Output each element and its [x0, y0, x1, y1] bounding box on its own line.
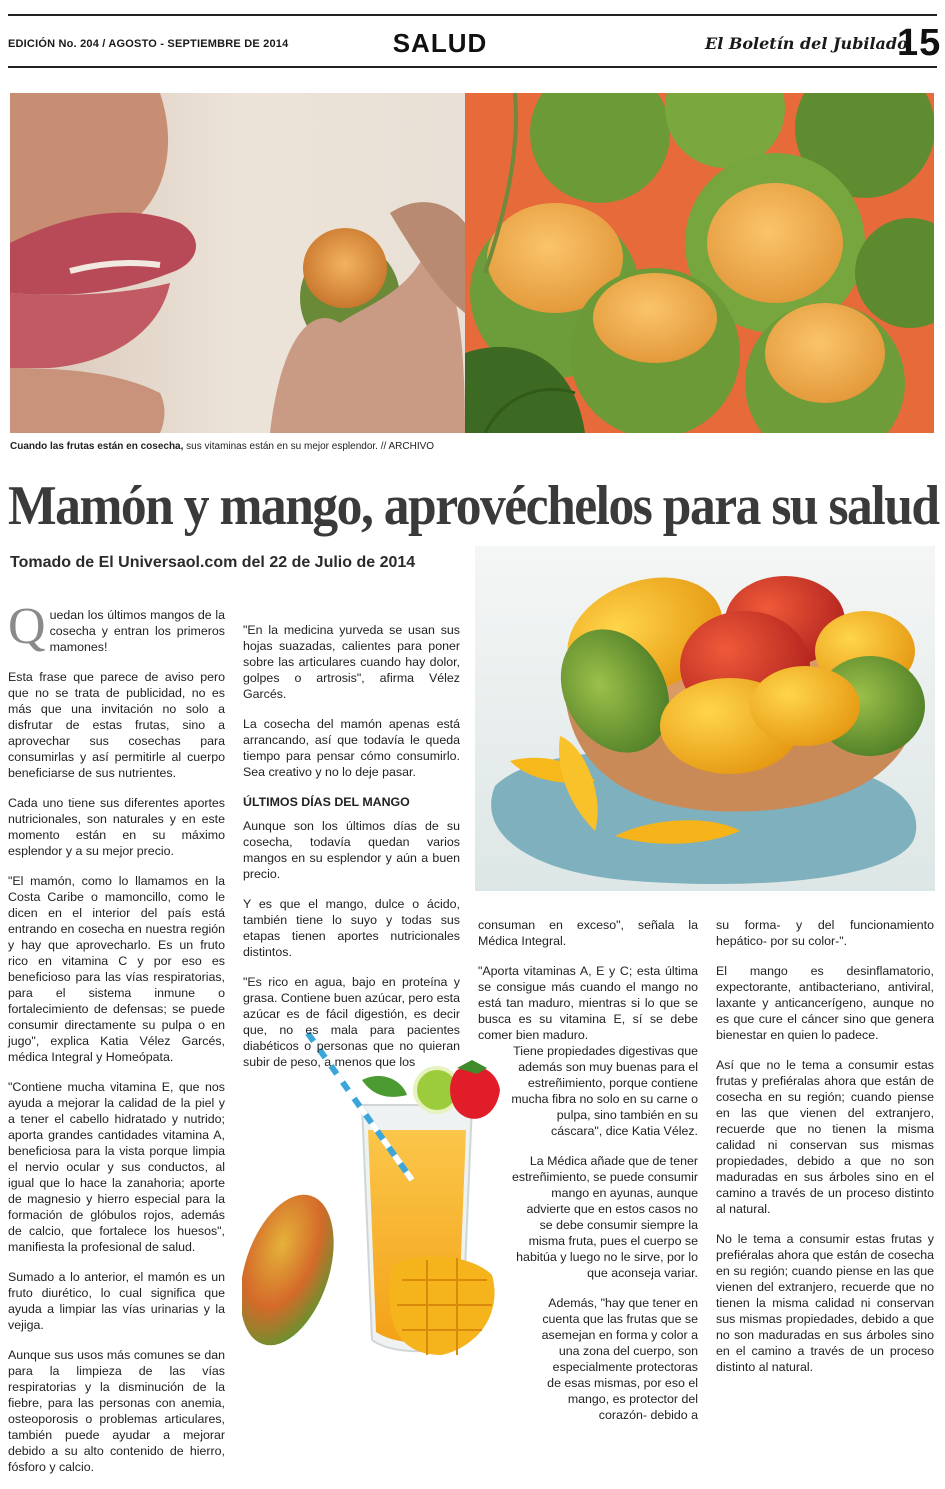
caption-bold: Cuando las frutas están en cosecha, — [10, 441, 184, 452]
paragraph: Así que no le tema a consumir estas frutas y prefiéralas ahora que están de cosecha en su región; cuando piense en las que vienen del extranjero, recuerde que no tienen la misma calidad ni conservan sus mismas propiedades, debido a que no son maduradas en sus árboles sino en el camino a través de un proceso distinto al natural. — [716, 1058, 934, 1216]
article-column-2 — [243, 622, 460, 1070]
paragraph: "Es rico en agua, bajo en proteína y grasa. Contiene buen azúcar, pero esta azúcar es de fácil digestión, es decir que, no es mala para pacientes diabéticos o personas que no quieran subir de peso, a menos que los — [243, 975, 460, 1069]
paragraph: Y es que el mango, dulce o ácido, también tiene lo suyo y todas sus etapas tienen aportes nutricionales distintos. — [243, 897, 460, 959]
edition-info: EDICIÓN No. 204 / AGOSTO - SEPTIEMBRE DE 2014 — [8, 38, 289, 50]
photo-eating-mamon — [10, 93, 465, 433]
paragraph: El mango es desinflamatorio, expectorante, antibacteriano, antiviral, laxante y anticancerígeno, aunque no es que cure el cáncer sino que genera bienestar en quien lo padece. — [716, 964, 934, 1042]
paragraph: "Contiene mucha vitamina E, que nos ayuda a mejorar la calidad de la piel y a tener el cabello hidratado y nutrido; aporta grandes cantidades vitamina A, beneficiosa para la vista porque limpia el nervio ocular y sus conductos, al igual que lo hace la zanahoria; aporte de magnesio y hierro especial para la formación de glóbulos rojos, además de calcio, que fortalece los huesos", manifiesta la profesional de salud. — [8, 1080, 225, 1254]
paragraph: Tiene propiedades digestivas que además son muy buenas para el estreñimiento, porque contiene mucha fibra no solo en su carne o pulpa, sino también en su cáscara", dice Katia Vélez. — [511, 1044, 698, 1138]
paragraph: su forma- y del funcionamiento hepático- por su color-". — [716, 918, 934, 948]
lead-paragraph: uedan los últimos mangos de la cosecha y entran los primeros mamones! — [49, 608, 225, 654]
paragraph: Cada uno tiene sus diferentes aportes nutricionales, son naturales y en este momento están en su máximo esplendor y a su mejor precio. — [8, 796, 225, 858]
paragraph: "El mamón, como lo llamamos en la Costa Caribe o mamoncillo, como le dicen en el interior del país está entrando en cosecha en nuestra región y hay que aprovecharlo. Es un fruto rico en vitamina C y por eso es beneficioso para las vías respiratorias, para el sistema inmune o fortalecimiento de defensas; se puede consumir directamente su pulpa o en jugo", explica Katia Vélez Garcés, médica Integral y Homeópata. — [8, 874, 225, 1064]
article-source: Tomado de El Universaol.com del 22 de Julio de 2014 — [10, 554, 416, 571]
header-rule — [8, 66, 937, 68]
paragraph: No le tema a consumir estas frutas y prefiéralas ahora que están de cosecha en su región; cuando piense en las que vienen del extranjero, recuerde que no tienen la misma calidad ni conservan sus mismas propiedades, debido a que no son maduradas en sus árboles sino en el camino a través de un proceso distinto al natural. — [716, 1232, 934, 1374]
paragraph: Aunque son los últimos días de su cosecha, todavía quedan varios mangos en su esplendor y aún a buen precio. — [243, 819, 460, 881]
paragraph: Además, "hay que tener en cuenta que las frutas que se asemejan en forma y color a una zona del cuerpo, son especialmente protectoras de esas mismas, por eso el mango, es protector del corazón- debido a — [541, 1296, 698, 1422]
headline: Mamón y mango, aprovéchelos para su salud — [8, 475, 939, 537]
paragraph: "Aporta vitaminas A, E y C; esta última se consigue más cuando el mango no está tan maduro, mientras si lo que se busca es su vitamina E, sí se debe comer bien maduro. — [478, 964, 698, 1042]
photo-mamones — [465, 93, 934, 433]
subheading: ÚLTIMOS DÍAS DEL MANGO — [243, 795, 410, 809]
caption-text: sus vitaminas están en su mejor esplendor. // ARCHIVO — [183, 441, 435, 452]
photo-mango-bowl — [475, 546, 935, 891]
paragraph: "En la medicina yurveda se usan sus hojas suazadas, calientes para poner sobre las articulares cuando hay dolor, golpes o artrosis", afirma Vélez Garcés. — [243, 623, 460, 701]
paragraph: Aunque sus usos más comunes se dan para la limpieza de las vías respiratorias y la disminución de la fiebre, para las personas con anemia, osteoporosis o problemas articulares, también puede ayudar a mejorar debido a su alto contenido de hierro, fósforo y calcio. — [8, 1348, 225, 1474]
article-column-3 — [478, 917, 698, 1423]
newspaper-name: El Boletín del Jubilado — [705, 34, 908, 53]
paragraph: consuman en exceso", señala la Médica Integral. — [478, 918, 698, 948]
top-rule — [8, 14, 937, 16]
article-column-1 — [8, 598, 225, 1489]
paragraph: La Médica añade que de tener estreñimiento, se puede consumir mango en ayunas, aunque advierte que en estos casos no se debe consumir siempre la misma fruta, pues el cuerpo se habitúa y luego no le sirve, por lo que aconseja variar. — [512, 1154, 698, 1280]
paragraph: Esta frase que parece de aviso pero que no se trata de publicidad, no es más que una invitación no solo a disfrutar de estas frutas, sino a aprovechar sus cosechas para consumirlas y así permitirle al cuerpo beneficiarse de sus nutrientes. — [8, 670, 225, 780]
section-title: SALUD — [392, 28, 488, 58]
paragraph: Sumado a lo anterior, el mamón es un fruto diurético, lo cual significa que ayuda a limpiar las vías urinarias y la vejiga. — [8, 1270, 225, 1332]
page-number: 15 — [897, 22, 942, 64]
article-column-4 — [716, 917, 934, 1389]
photo-caption — [10, 441, 434, 452]
paragraph: La cosecha del mamón apenas está arrancando, así que todavía le queda tiempo para pensar cómo consumirlo. Sea creativo y no lo deje pasar. — [243, 717, 460, 779]
drop-cap: Q — [8, 598, 46, 655]
